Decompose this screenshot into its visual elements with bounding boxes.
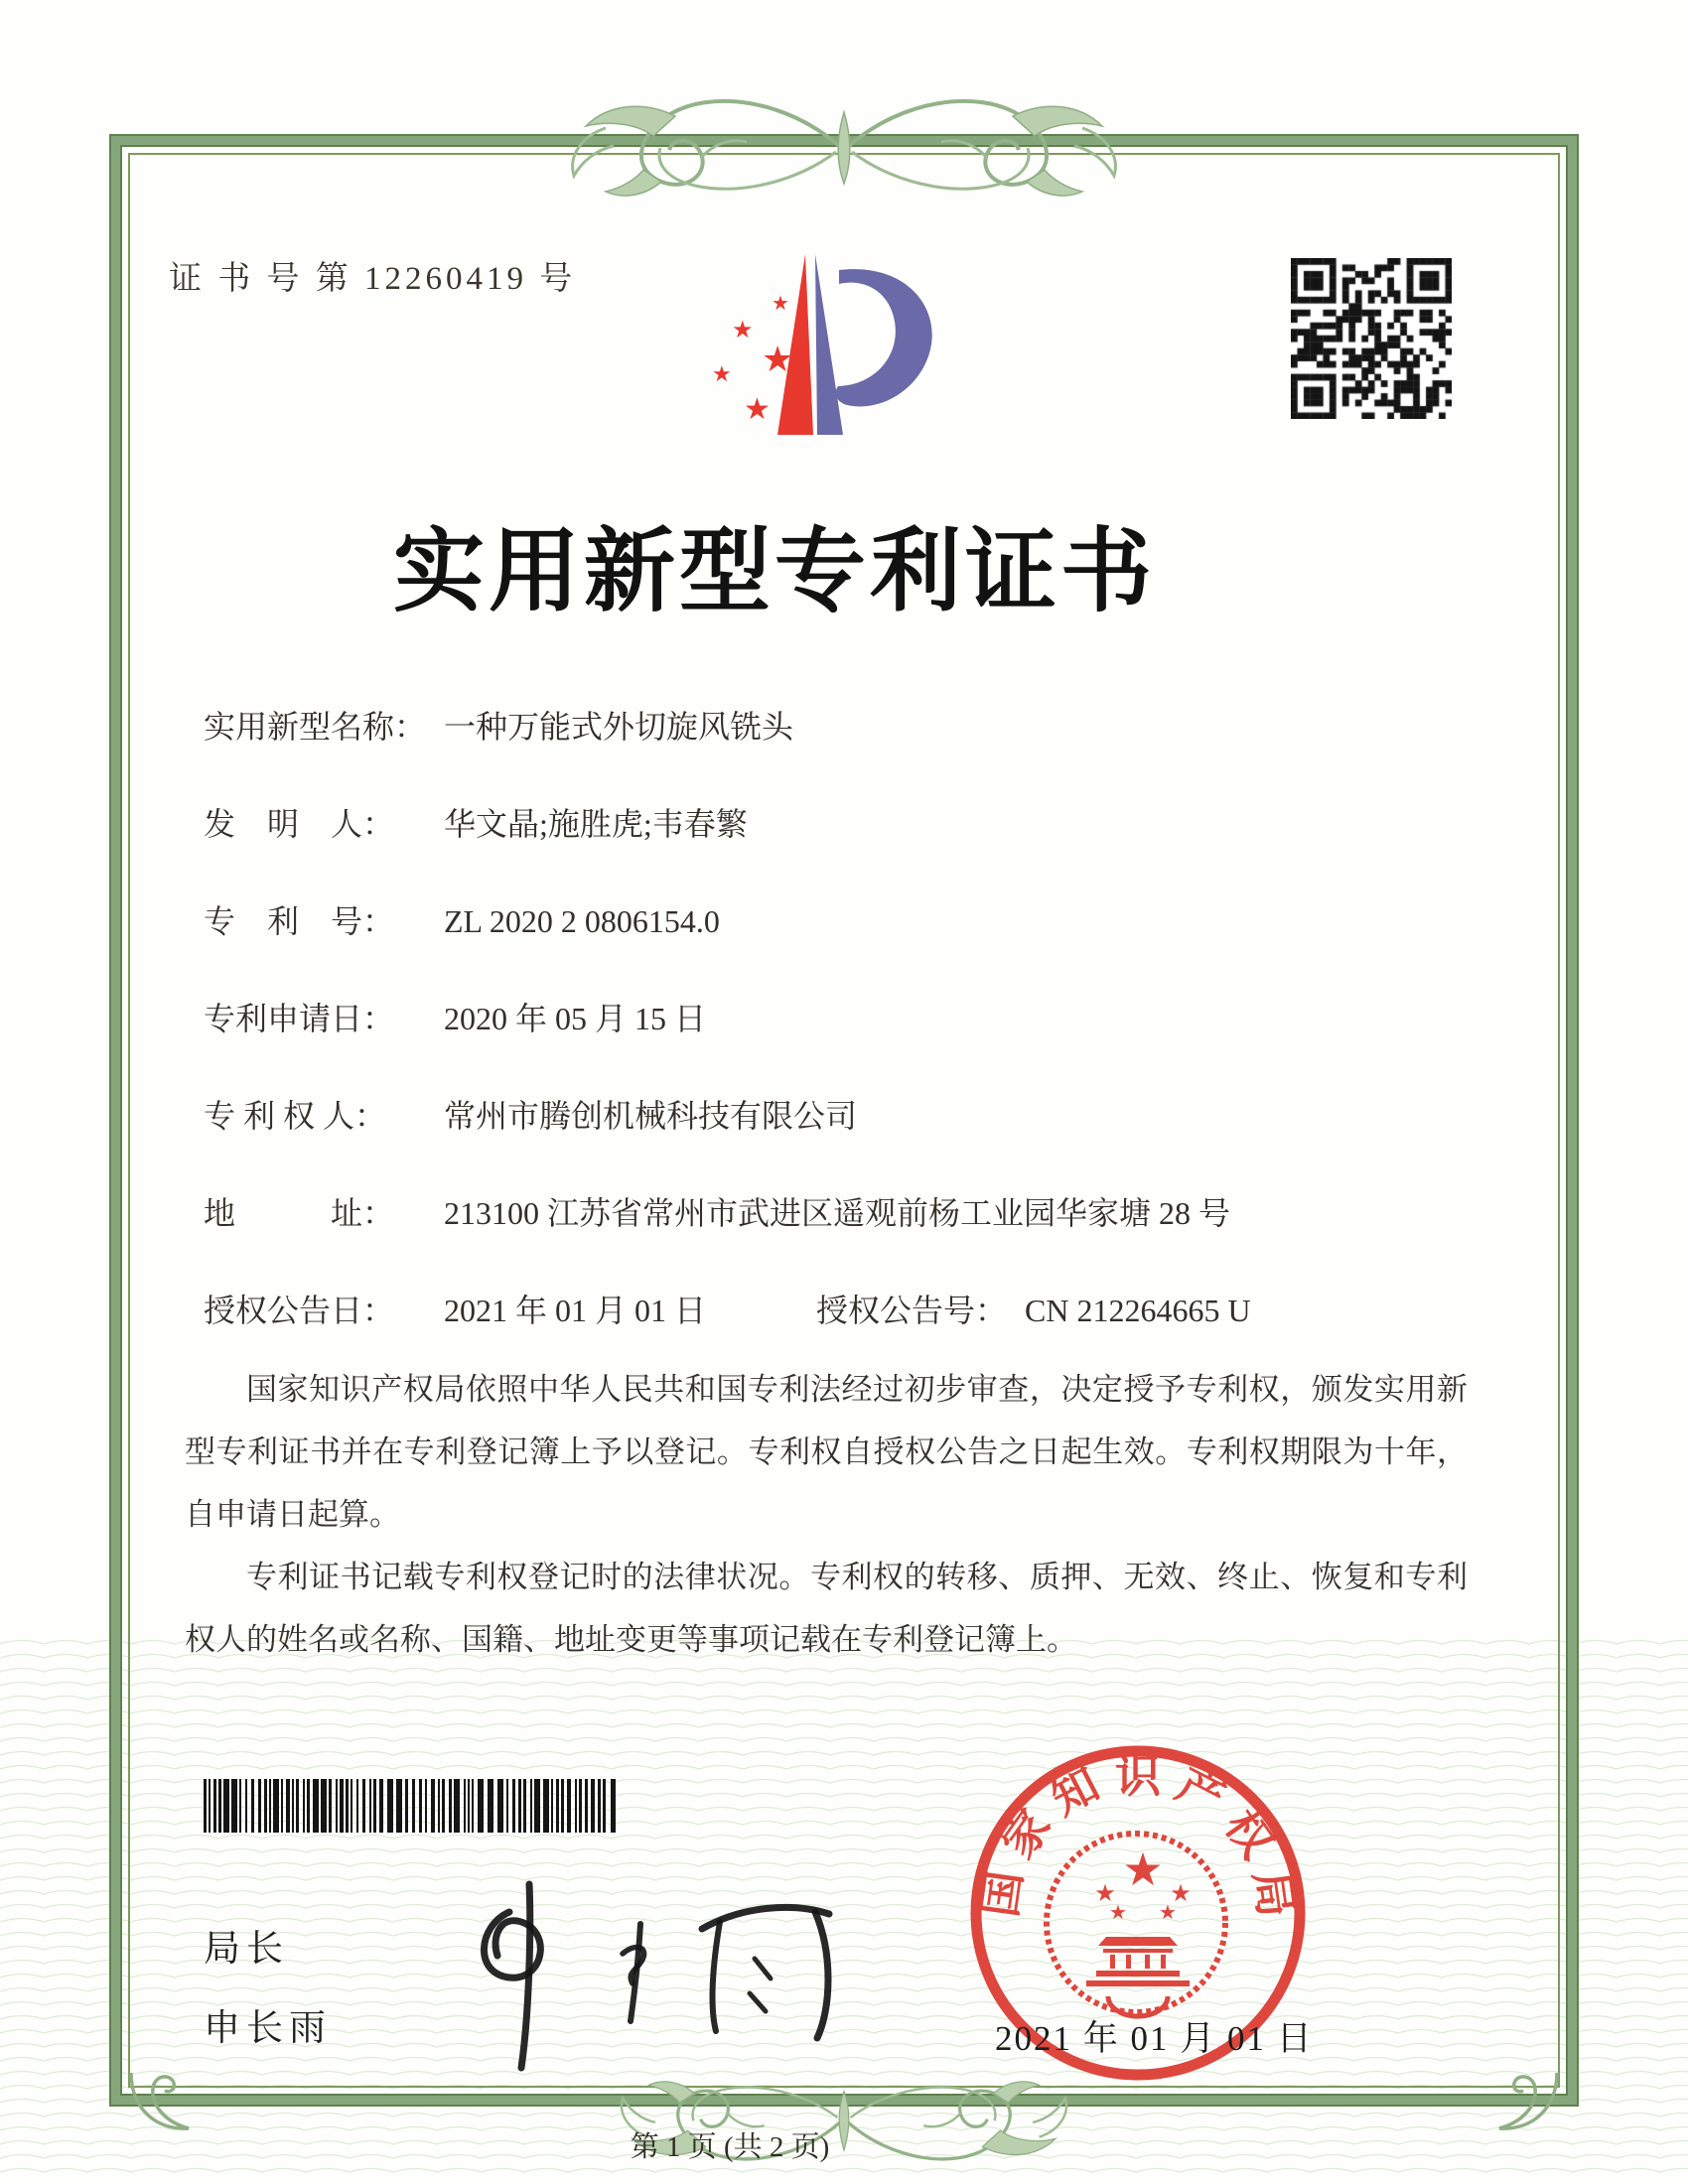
svg-text:★: ★	[1159, 1900, 1177, 1924]
field-value: 一种万能式外切旋风铣头	[444, 709, 794, 745]
svg-text:★: ★	[1109, 1900, 1127, 1924]
field-value: 213100 江苏省常州市武进区遥观前杨工业园华家塘 28 号	[444, 1195, 1231, 1231]
corner-flourish-right-icon	[1483, 2063, 1563, 2142]
cnipa-logo-icon	[690, 246, 948, 440]
logo-star-icon: ★	[762, 340, 794, 380]
field-row-patent-no	[204, 899, 720, 944]
grant-date-label: 授权公告日：	[204, 1293, 395, 1328]
legal-paragraph-2: 专利证书记载专利权登记时的法律状况。专利权的转移、质押、无效、终止、恢复和专利权人的姓名或名称、国籍、地址变更等事项记载在专利登记簿上。	[185, 1560, 1468, 1657]
field-row-inventors	[204, 802, 748, 847]
svg-text:★: ★	[1170, 1879, 1192, 1907]
field-label: 专 利 权 人：	[204, 1098, 387, 1134]
svg-text:★: ★	[1094, 1879, 1116, 1907]
logo-star-icon: ★	[732, 316, 754, 343]
svg-text:产: 产	[1168, 1758, 1233, 1826]
grant-no-label: 授权公告号：	[816, 1293, 1008, 1328]
qr-code	[1291, 258, 1452, 419]
field-row-grant	[204, 1289, 1251, 1333]
barcode	[204, 1779, 619, 1833]
field-label: 发 明 人：	[204, 806, 395, 842]
svg-text:局: 局	[1244, 1867, 1302, 1921]
signer-title: 局长	[204, 1928, 289, 1969]
svg-text:识: 识	[1115, 1751, 1161, 1802]
signer-name: 申长雨	[204, 2007, 332, 2048]
field-value: 2020 年 05 月 15 日	[444, 1001, 707, 1036]
field-row-filing-date	[204, 997, 706, 1041]
field-row-name	[204, 705, 793, 750]
grant-no-value: CN 212264665 U	[1025, 1293, 1251, 1328]
svg-text:知: 知	[1043, 1758, 1108, 1826]
legal-text	[185, 1358, 1468, 1671]
svg-text:★: ★	[1122, 1843, 1164, 1896]
field-label: 专利申请日：	[204, 1001, 395, 1036]
field-value: ZL 2020 2 0806154.0	[444, 903, 720, 939]
field-value: 华文晶;施胜虎;韦春繁	[444, 806, 748, 842]
certificate-number: 证 书 号 第 12260419 号	[169, 261, 577, 297]
grant-number-group	[816, 1289, 1251, 1333]
field-value: 常州市腾创机械科技有限公司	[444, 1098, 858, 1134]
logo-star-icon: ★	[744, 392, 771, 427]
field-label: 专 利 号：	[204, 903, 395, 939]
svg-text:家: 家	[992, 1800, 1060, 1867]
field-row-patentee	[204, 1094, 857, 1139]
logo-star-icon: ★	[772, 291, 789, 315]
field-label: 实用新型名称：	[204, 709, 427, 745]
grant-date-value: 2021 年 01 月 01 日	[444, 1293, 707, 1328]
top-flourish-ornament	[487, 84, 1201, 213]
seal-date: 2021 年 01 月 01 日	[995, 2019, 1314, 2058]
svg-text:国: 国	[974, 1867, 1032, 1921]
field-row-address	[204, 1191, 1230, 1236]
field-label: 地 址：	[204, 1195, 395, 1231]
certificate-title: 实用新型专利证书	[392, 521, 1156, 622]
page-number: 第 1 页 (共 2 页)	[630, 2131, 830, 2163]
logo-star-icon: ★	[712, 362, 732, 387]
director-signature	[452, 1854, 849, 2093]
svg-text:权: 权	[1215, 1800, 1284, 1867]
legal-paragraph-1: 国家知识产权局依照中华人民共和国专利法经过初步审查，决定授予专利权，颁发实用新型专利证书并在专利登记簿上予以登记。专利权自授权公告之日起生效。专利权期限为十年，自申请日起算。	[185, 1372, 1468, 1532]
national-emblem-icon	[1047, 1834, 1225, 2016]
